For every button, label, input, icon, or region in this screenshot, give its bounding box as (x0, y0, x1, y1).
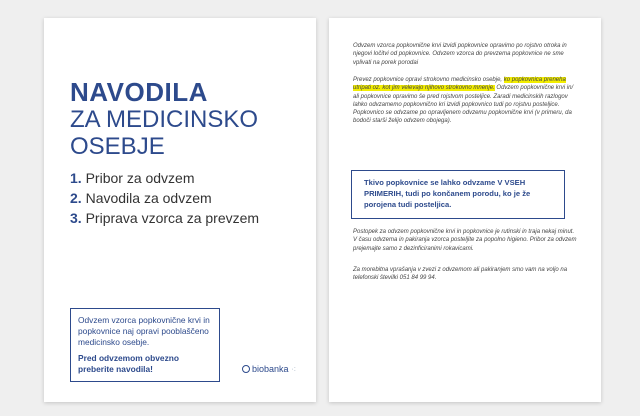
paragraph-2-start: Prevez popkovnice opravi strokovno medicinsko osebje, (353, 77, 503, 83)
paragraph-1: Odvzem vzorca popkovnične krvi izvidi popkovnice opravimo po rojstvo otroka in njegovi ločitvi od popkovnice. Odvzem vzorca do prevzema popkovnice ne sme vplivati na porek porodai (353, 43, 567, 66)
title-line-3: OSEBJE (70, 133, 165, 160)
biobanka-logo-icon (242, 365, 250, 373)
notice-warning: Pred odvzemom obvezno preberite navodila! (78, 353, 179, 374)
logo-text: biobanka (252, 364, 289, 374)
page-right (329, 18, 601, 402)
highlighted-text: ko popkovnica preneha utripati oz. kot jim velevajo njihovo strokovno mnenje. (353, 77, 566, 92)
logo-dots-icon: ·: (291, 365, 296, 373)
toc-number: 2. (70, 190, 82, 206)
paragraph-2 (353, 76, 577, 126)
toc-label: Priprava vzorca za prevzem (85, 210, 260, 226)
paragraph-4: Za morebitna vprašanja v zvezi z odvzemom ali pakiranjem smo vam na voljo na telefonski številki 051 84 99 94. (353, 267, 568, 282)
callout-box: Tkivo popkovnice se lahko odvzame V VSEH PRIMERIH, tudi po končanem porodu, ko je že porojena tudi posteljica. (351, 170, 565, 219)
page-title (70, 78, 258, 160)
title-line-2: ZA MEDICINSKO (70, 106, 259, 133)
toc-item-2[interactable] (70, 188, 259, 208)
logo (242, 364, 296, 374)
page-left (44, 18, 316, 402)
toc-item-1[interactable] (70, 168, 259, 188)
paragraph-2-end: Odvzem popkovnične krvi in/ ali popkovnice opravimo še pred rojstvom posteljice. Zaradi medicinskih razlogov lahko odvzamemo popkovnično kri izvidi popkovnico tudi po rojstvu posteljice. Popkovnico se odvzame po opravljenem odvzemu popkovnične krvi (v primeru, da bodoči starši želijo odvzem obojega). (353, 85, 574, 125)
table-of-contents (70, 168, 259, 228)
toc-label: Navodila za odvzem (85, 190, 212, 206)
toc-label: Pribor za odvzem (85, 170, 195, 186)
notice-box (70, 308, 220, 382)
toc-number: 3. (70, 210, 82, 226)
notice-text: Odvzem vzorca popkovnične krvi in popkovnice naj opravi pooblaščeno medicinsko osebje. (78, 315, 210, 347)
toc-item-3[interactable] (70, 208, 259, 228)
paragraph-3: Postopek za odvzem popkovnične krvi in popkovnice je rutinski in traja nekaj minut. V času odvzema in pakiranja vzorca posteljite za popolno higieno. Pribor za odvzem prejemajte samo z dezinficiranimi rokavicami. (353, 229, 577, 252)
title-line-1: NAVODILA (70, 77, 208, 107)
toc-number: 1. (70, 170, 82, 186)
